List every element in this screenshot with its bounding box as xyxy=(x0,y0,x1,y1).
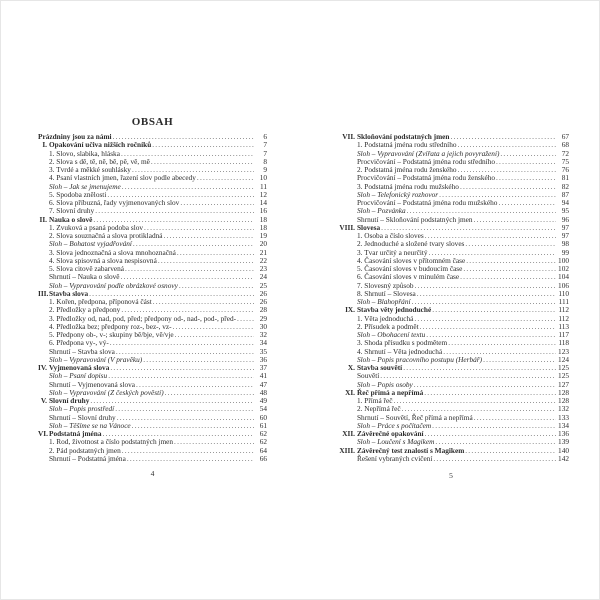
row-numeral: X. xyxy=(347,363,355,372)
row-dot-leader xyxy=(117,414,254,422)
row-dot-leader xyxy=(152,141,254,149)
row-text: 2. Slova souznačná a slova protikladná xyxy=(49,231,163,240)
row-dot-leader xyxy=(179,282,254,290)
row-text: Sloh – Bohatost vyjadřování xyxy=(49,239,132,249)
row-numeral: II. xyxy=(39,214,47,224)
row-page-number: 66 xyxy=(259,453,267,463)
row-text: 5. Slova citově zabarvená xyxy=(49,264,124,273)
row-text: Sloh – Blahopřání xyxy=(357,297,411,306)
row-dot-leader xyxy=(132,422,254,430)
row-text: Shrnutí – Skloňování podstatných jmen xyxy=(357,214,473,224)
row-text: Řeč přímá a nepřímá xyxy=(357,387,424,397)
row-text: 5. Spodoba znělosti xyxy=(49,189,107,199)
footer-page-number-left: 4 xyxy=(150,469,155,478)
row-text: 2. Slova s dě, tě, ně, bě, pě, vě, mě xyxy=(49,156,150,166)
row-text: Opakování učiva nižších ročníků xyxy=(49,140,152,150)
row-text: Skloňování podstatných jmen xyxy=(357,132,450,141)
toc-row xyxy=(38,455,267,463)
row-page-number: 19 xyxy=(259,231,267,240)
row-dot-leader xyxy=(460,273,556,281)
row-page-number: 125 xyxy=(558,363,569,372)
row-page-number: 68 xyxy=(561,140,569,150)
row-dot-leader xyxy=(153,298,254,306)
row-text: Stavba slova xyxy=(49,288,89,298)
row-numeral: VI. xyxy=(38,429,48,438)
row-page-number: 94 xyxy=(561,198,569,207)
row-text: 2. Pád podstatných jmen xyxy=(49,445,121,455)
row-dot-leader xyxy=(415,282,556,290)
row-text: Řešení vybraných cvičení xyxy=(357,453,433,463)
row-text: 4. Slova spisovná a slova nespisovná xyxy=(49,255,157,265)
row-page-number: 96 xyxy=(561,214,569,224)
row-page-number: 139 xyxy=(558,437,569,447)
row-page-number: 14 xyxy=(259,198,267,207)
row-page-number: 18 xyxy=(259,222,267,232)
row-text: Podstatná jména xyxy=(49,429,102,438)
row-page-number: 12 xyxy=(259,189,267,199)
row-text: 1. Podstatná jména rodu středního xyxy=(357,140,457,150)
row-dot-leader xyxy=(496,174,556,182)
row-page-number: 110 xyxy=(558,288,569,298)
row-page-number: 106 xyxy=(558,280,569,290)
row-text: 4. Časování sloves v přítomném čase xyxy=(357,255,466,265)
row-text: Závěrečné opakování xyxy=(357,429,424,438)
row-dot-leader xyxy=(465,447,556,455)
row-page-number: 100 xyxy=(558,255,569,265)
row-dot-leader xyxy=(450,133,556,141)
row-text: 3. Shoda přísudku s podmětem xyxy=(357,338,448,348)
row-page-number: 87 xyxy=(561,189,569,199)
row-dot-leader xyxy=(474,216,556,224)
row-dot-leader xyxy=(165,389,254,397)
row-page-number: 67 xyxy=(561,132,569,141)
row-dot-leader xyxy=(197,174,254,182)
row-page-number: 21 xyxy=(259,247,267,257)
row-text: Sloh – Jak se jmenujeme xyxy=(49,181,121,191)
row-text: 7. Slovní druhy xyxy=(49,206,95,216)
row-page-number: 97 xyxy=(561,231,569,240)
row-dot-leader xyxy=(474,414,556,422)
row-page-number: 123 xyxy=(558,346,569,356)
row-page-number: 10 xyxy=(259,173,267,183)
row-numeral: VII. xyxy=(342,132,355,141)
row-dot-leader xyxy=(158,257,254,265)
row-text: 6. Slova příbuzná, řady vyjmenovaných slov xyxy=(49,198,180,207)
row-page-number: 62 xyxy=(259,437,267,447)
row-page-number: 134 xyxy=(558,420,569,430)
row-text: 6. Časování sloves v minulém čase xyxy=(357,272,460,282)
row-page-number: 102 xyxy=(558,264,569,273)
row-dot-leader xyxy=(403,364,556,372)
row-page-number: 49 xyxy=(259,396,267,405)
row-text: 3. Podstatná jména rodu mužského xyxy=(357,181,459,191)
row-dot-leader xyxy=(110,339,254,347)
row-page-number: 35 xyxy=(259,346,267,356)
row-text: Sloh – Vypravování podle obrázkové osnovy xyxy=(49,280,178,290)
row-text: Sloh – Psaní dopisu xyxy=(49,371,108,381)
row-page-number: 34 xyxy=(259,338,267,348)
row-text: Sloh – Loučení s Magikem xyxy=(357,437,435,447)
row-page-number: 25 xyxy=(259,280,267,290)
row-page-number: 95 xyxy=(561,206,569,216)
row-numeral: IX. xyxy=(345,305,355,315)
row-dot-leader xyxy=(465,240,556,248)
row-dot-leader xyxy=(425,430,556,438)
row-numeral: I. xyxy=(42,140,47,150)
row-page-number: 37 xyxy=(259,363,267,372)
row-page-number: 41 xyxy=(259,371,267,381)
row-text: Vyjmenovaná slova xyxy=(49,363,110,372)
row-page-number: 112 xyxy=(558,305,569,315)
row-text: Stavba souvětí xyxy=(357,363,403,372)
row-dot-leader xyxy=(122,183,254,191)
row-page-number: 113 xyxy=(558,321,569,331)
row-dot-leader xyxy=(420,323,556,331)
row-page-number: 128 xyxy=(558,396,569,405)
row-page-number: 9 xyxy=(263,165,267,174)
row-text: Souvětí xyxy=(357,371,380,381)
row-text: Shrnutí – Podstatná jména xyxy=(49,453,126,463)
row-numeral: XI. xyxy=(345,387,355,397)
row-page-number: 29 xyxy=(259,313,267,323)
row-text: 1. Osoba a číslo sloves xyxy=(357,231,424,240)
row-page-number: 111 xyxy=(558,297,569,306)
row-text: 2. Předložky a předpony xyxy=(49,305,121,315)
row-text: Procvičování – Podstatná jména rodu středního xyxy=(357,156,496,166)
row-text: Sloh – Těšíme se na Vánoce xyxy=(49,420,131,430)
row-text: Sloh – Pozvánka xyxy=(357,206,406,216)
row-page-number: 118 xyxy=(558,338,569,348)
row-page-number: 112 xyxy=(558,313,569,323)
row-text: Stavba věty jednoduché xyxy=(357,305,432,315)
toc-row xyxy=(333,455,569,463)
row-page-number: 32 xyxy=(259,330,267,339)
row-page-number: 7 xyxy=(263,148,267,158)
row-numeral: III. xyxy=(38,288,49,298)
row-text: Prázdniny jsou za námi xyxy=(38,132,112,141)
row-dot-leader xyxy=(110,364,254,372)
row-text: Sloh – Obohacení textu xyxy=(357,330,426,339)
row-page-number: 125 xyxy=(558,371,569,381)
row-text: Shrnutí – Souvětí, Řeč přímá a nepřímá xyxy=(357,412,473,422)
row-text: 2. Nepřímá řeč xyxy=(357,404,401,414)
row-page-number: 62 xyxy=(259,429,267,438)
row-numeral: XIII. xyxy=(339,445,355,455)
row-text: 1. Zvuková a psaná podoba slov xyxy=(49,222,144,232)
row-text: Procvičování – Podstatná jména rodu ženského xyxy=(357,173,495,183)
row-text: 1. Kořen, předpona, příponová část xyxy=(49,297,152,306)
row-page-number: 136 xyxy=(558,429,569,438)
row-page-number: 11 xyxy=(259,181,267,191)
row-numeral: V. xyxy=(40,396,47,405)
row-text: Sloh – Popis prostředí xyxy=(49,404,115,414)
row-dot-leader xyxy=(463,265,556,273)
row-numeral: XII. xyxy=(342,429,355,438)
row-dot-leader xyxy=(237,315,254,323)
row-dot-leader xyxy=(414,315,556,323)
toc-left-column xyxy=(38,133,267,463)
row-text: 5. Časování sloves v budoucím čase xyxy=(357,264,463,273)
row-page-number: 16 xyxy=(259,206,267,216)
row-numeral: VIII. xyxy=(339,222,355,232)
row-text: 2. Jednoduché a složené tvary sloves xyxy=(357,239,465,249)
row-text: Sloh – Vypravování (V pravěku) xyxy=(49,354,143,364)
row-text: 1. Slovo, slabika, hláska xyxy=(49,148,120,158)
row-text: 5. Předpony ob-, v-; skupiny bě/bje, vě/vje xyxy=(49,330,174,339)
row-page-number: 30 xyxy=(259,321,267,331)
row-dot-leader xyxy=(175,331,254,339)
row-text: 4. Psaní vlastních jmen, řazení slov podle abecedy xyxy=(49,173,196,183)
row-page-number: 72 xyxy=(561,148,569,158)
row-page-number: 24 xyxy=(259,272,267,282)
row-dot-leader xyxy=(173,323,254,331)
row-dot-leader xyxy=(174,438,254,446)
row-page-number: 142 xyxy=(558,453,569,463)
row-page-number: 64 xyxy=(259,445,267,455)
row-text: Sloh – Vypravování (Z českých pověstí) xyxy=(49,387,164,397)
row-dot-leader xyxy=(432,422,556,430)
row-text: 8. Shrnutí – Slovesa xyxy=(357,288,416,298)
footer-page-number-right: 5 xyxy=(449,471,453,480)
row-page-number: 47 xyxy=(259,379,267,389)
row-page-number: 97 xyxy=(561,222,569,232)
row-page-number: 26 xyxy=(259,288,267,298)
row-text: Sloh – Práce s počítačem xyxy=(357,420,432,430)
row-text: Shrnutí – Slovní druhy xyxy=(49,412,116,422)
row-page-number: 28 xyxy=(259,305,267,315)
row-text: Shrnutí – Vyjmenovaná slova xyxy=(49,379,136,389)
row-text: 2. Přísudek a podmět xyxy=(357,321,419,331)
row-dot-leader xyxy=(433,455,556,463)
row-page-number: 26 xyxy=(259,297,267,306)
row-text: Sloh – Popis pracovního postupu (Herbář) xyxy=(357,354,483,364)
row-text: 3. Předložky od, nad, pod, před; předpony od-, nad-, pod-, před- xyxy=(49,313,237,323)
row-dot-leader xyxy=(163,232,254,240)
row-dot-leader xyxy=(498,199,556,207)
row-text: Sloh – Telefonický rozhovor xyxy=(357,189,439,199)
row-page-number: 140 xyxy=(558,445,569,455)
row-page-number: 82 xyxy=(561,181,569,191)
row-text: Nauka o slově xyxy=(49,214,93,224)
row-page-number: 117 xyxy=(558,330,569,339)
row-dot-leader xyxy=(127,455,254,463)
row-text: 4. Shrnutí – Věta jednoduchá xyxy=(357,346,443,356)
row-dot-leader xyxy=(496,158,556,166)
row-page-number: 104 xyxy=(558,272,569,282)
row-text: 3. Tvrdé a měkké souhlásky xyxy=(49,165,131,174)
row-text: 6. Předpona vy-, vý- xyxy=(49,338,109,348)
row-dot-leader xyxy=(412,298,556,306)
row-text: 3. Slova jednoznačná a slova mnohoznačná xyxy=(49,247,176,257)
row-page-number: 60 xyxy=(259,412,267,422)
row-text: Shrnutí – Stavba slova xyxy=(49,346,115,356)
row-page-number: 132 xyxy=(558,404,569,414)
row-text: 2. Podstatná jména rodu ženského xyxy=(357,165,457,174)
row-dot-leader xyxy=(424,389,556,397)
row-dot-leader xyxy=(448,339,556,347)
row-page-number: 99 xyxy=(561,247,569,257)
row-text: Sloh – Popis osoby xyxy=(357,379,413,389)
row-text: 1. Věta jednoduchá xyxy=(357,313,414,323)
row-dot-leader xyxy=(500,150,556,158)
row-dot-leader xyxy=(115,405,254,413)
row-dot-leader xyxy=(180,199,254,207)
row-page-number: 23 xyxy=(259,264,267,273)
row-dot-leader xyxy=(143,356,254,364)
row-page-number: 8 xyxy=(263,156,267,166)
row-text: 7. Slovesný způsob xyxy=(357,280,414,290)
row-page-number: 76 xyxy=(561,165,569,174)
row-page-number: 20 xyxy=(259,239,267,249)
row-dot-leader xyxy=(432,306,556,314)
row-dot-leader xyxy=(460,183,556,191)
row-page-number: 75 xyxy=(561,156,569,166)
row-dot-leader xyxy=(90,397,254,405)
row-text: Shrnutí – Nauka o slově xyxy=(49,272,120,282)
row-page-number: 124 xyxy=(558,354,569,364)
row-page-number: 61 xyxy=(259,420,267,430)
row-text: Slovesa xyxy=(357,222,381,232)
row-page-number: 98 xyxy=(561,239,569,249)
row-page-number: 7 xyxy=(263,140,267,150)
row-page-number: 128 xyxy=(558,387,569,397)
row-dot-leader xyxy=(414,381,556,389)
row-dot-leader xyxy=(417,290,556,298)
row-dot-leader xyxy=(466,257,556,265)
row-dot-leader xyxy=(151,158,254,166)
row-text: Sloh – Vypravování (Zvířata a jejich povyražení) xyxy=(357,148,500,158)
row-page-number: 48 xyxy=(259,387,267,397)
row-text: 1. Přímá řeč xyxy=(357,396,393,405)
row-page-number: 54 xyxy=(259,404,267,414)
row-dot-leader xyxy=(393,397,556,405)
row-page-number: 22 xyxy=(259,255,267,265)
row-numeral: IV. xyxy=(38,363,47,372)
row-dot-leader xyxy=(122,447,254,455)
row-page-number: 36 xyxy=(259,354,267,364)
row-text: 4. Předložka bez; předpony roz-, bez-, vz- xyxy=(49,321,172,331)
row-dot-leader xyxy=(177,249,254,257)
row-dot-leader xyxy=(95,207,254,215)
row-text: Slovní druhy xyxy=(49,396,90,405)
row-text: 1. Rod, životnost a číslo podstatných jmen xyxy=(49,437,174,447)
row-dot-leader xyxy=(483,356,556,364)
row-dot-leader xyxy=(125,265,254,273)
row-page-number: 133 xyxy=(558,412,569,422)
row-text: Procvičování – Podstatná jména rodu mužského xyxy=(357,198,498,207)
row-page-number: 127 xyxy=(558,379,569,389)
row-page-number: 18 xyxy=(259,214,267,224)
page-title: OBSAH xyxy=(131,116,174,128)
row-page-number: 81 xyxy=(561,173,569,183)
toc-right-column xyxy=(333,133,569,463)
row-text: Závěrečný test znalostí s Magikem xyxy=(357,445,465,455)
row-page-number: 6 xyxy=(263,132,267,141)
row-text: 3. Tvar určitý a neurčitý xyxy=(357,247,428,257)
